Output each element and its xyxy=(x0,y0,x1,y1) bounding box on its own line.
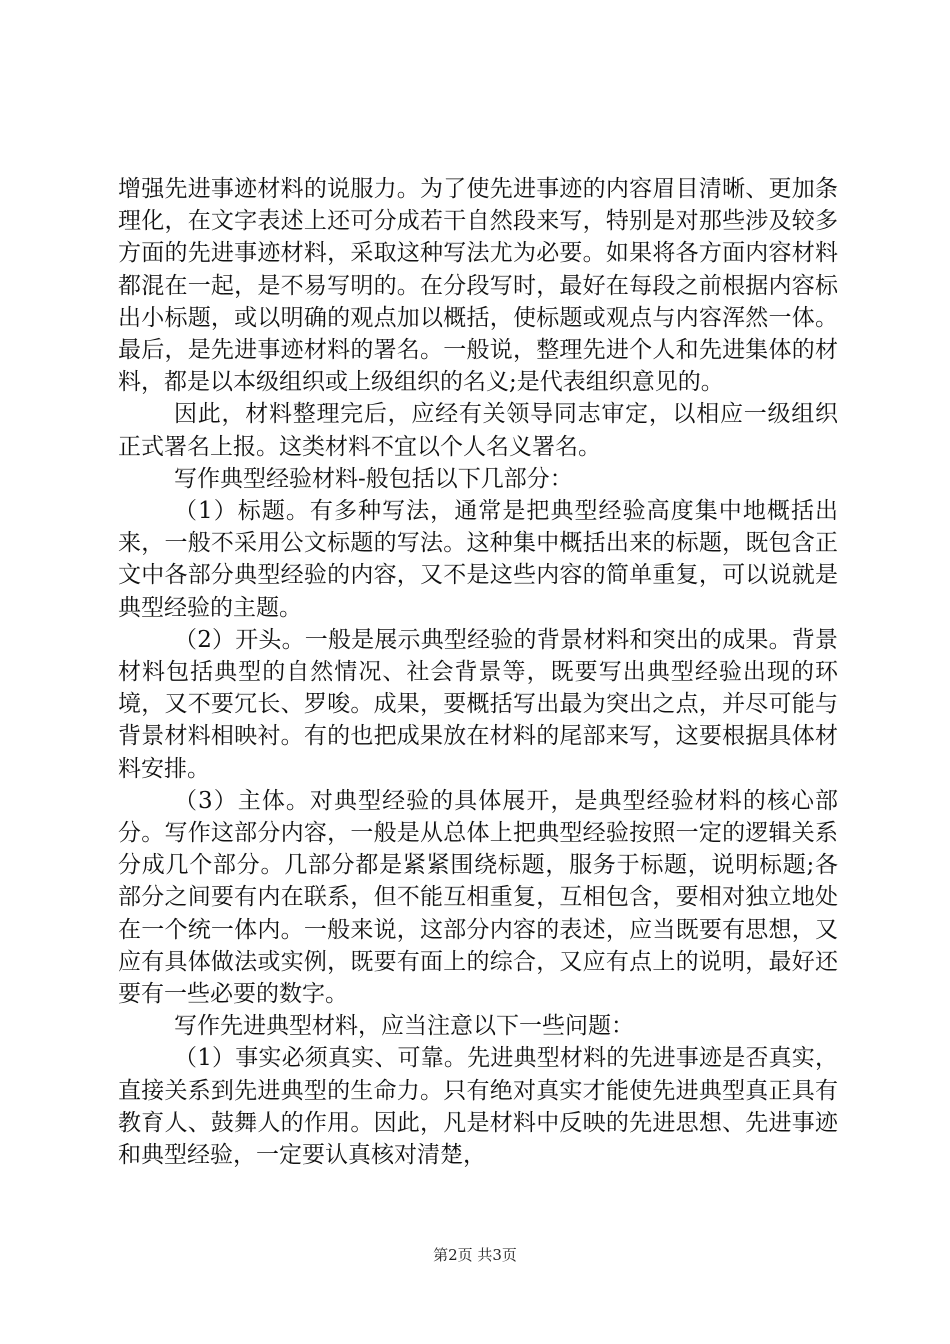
paragraph: （1）标题。有多种写法，通常是把典型经验高度集中地概括出来，一般不采用公文标题的写法。这种集中概括出来的标题，既包含正文中各部分典型经验的内容，又不是这些内容的简单重复，可以说就是典型经验的主题。 xyxy=(118,498,838,621)
paragraph: 写作先进典型材料，应当注意以下一些问题： xyxy=(174,1013,634,1040)
paragraph: 因此，材料整理完后，应经有关领导同志审定，以相应一级组织正式署名上报。这类材料不宜以个人名义署名。 xyxy=(118,401,838,460)
page-footer: 第2页 共3页 xyxy=(433,1246,517,1264)
paragraph: （1）事实必须真实、可靠。先进典型材料的先进事迹是否真实，直接关系到先进典型的生命力。只有绝对真实才能使先进典型真正具有教育人、鼓舞人的作用。因此，凡是材料中反映的先进思想、先进事迹和典型经验，一定要认真核对清楚， xyxy=(118,1045,838,1169)
paragraph: （2）开头。一般是展示典型经验的背景材料和突出的成果。背景材料包括典型的自然情况、社会背景等，既要写出典型经验出现的环境，又不要冗长、罗唆。成果，要概括写出最为突出之点，并尽可能与背景材料相映衬。有的也把成果放在材料的尾部来写，这要根据具体材料安排。 xyxy=(118,626,838,782)
document-body xyxy=(118,173,838,1171)
paragraph-continued: 增强先进事迹材料的说服力。为了使先进事迹的内容眉目清晰、更加条理化，在文字表述上还可分成若干自然段来写，特别是对那些涉及较多方面的先进事迹材料，采取这种写法尤为必要。如果将各方面内容材料都混在一起，是不易写明的。在分段写时，最好在每段之前根据内容标出小标题，或以明确的观点加以概括，使标题或观点与内容浑然一体。最后，是先进事迹材料的署名。一般说，整理先进个人和先进集体的材料，都是以本级组织或上级组织的名义;是代表组织意见的。 xyxy=(118,176,838,396)
paragraph: 写作典型经验材料-般包括以下几部分： xyxy=(174,465,573,492)
paragraph: （3）主体。对典型经验的具体展开，是典型经验材料的核心部分。写作这部分内容，一般是从总体上把典型经验按照一定的逻辑关系分成几个部分。几部分都是紧紧围绕标题，服务于标题，说明标题;各部分之间要有内在联系，但不能互相重复，互相包含，要相对独立地处在一个统一体内。一般来说，这部分内容的表述，应当既要有思想，又应有具体做法或实例，既要有面上的综合，又应有点上的说明，最好还要有一些必要的数字。 xyxy=(118,787,838,1008)
